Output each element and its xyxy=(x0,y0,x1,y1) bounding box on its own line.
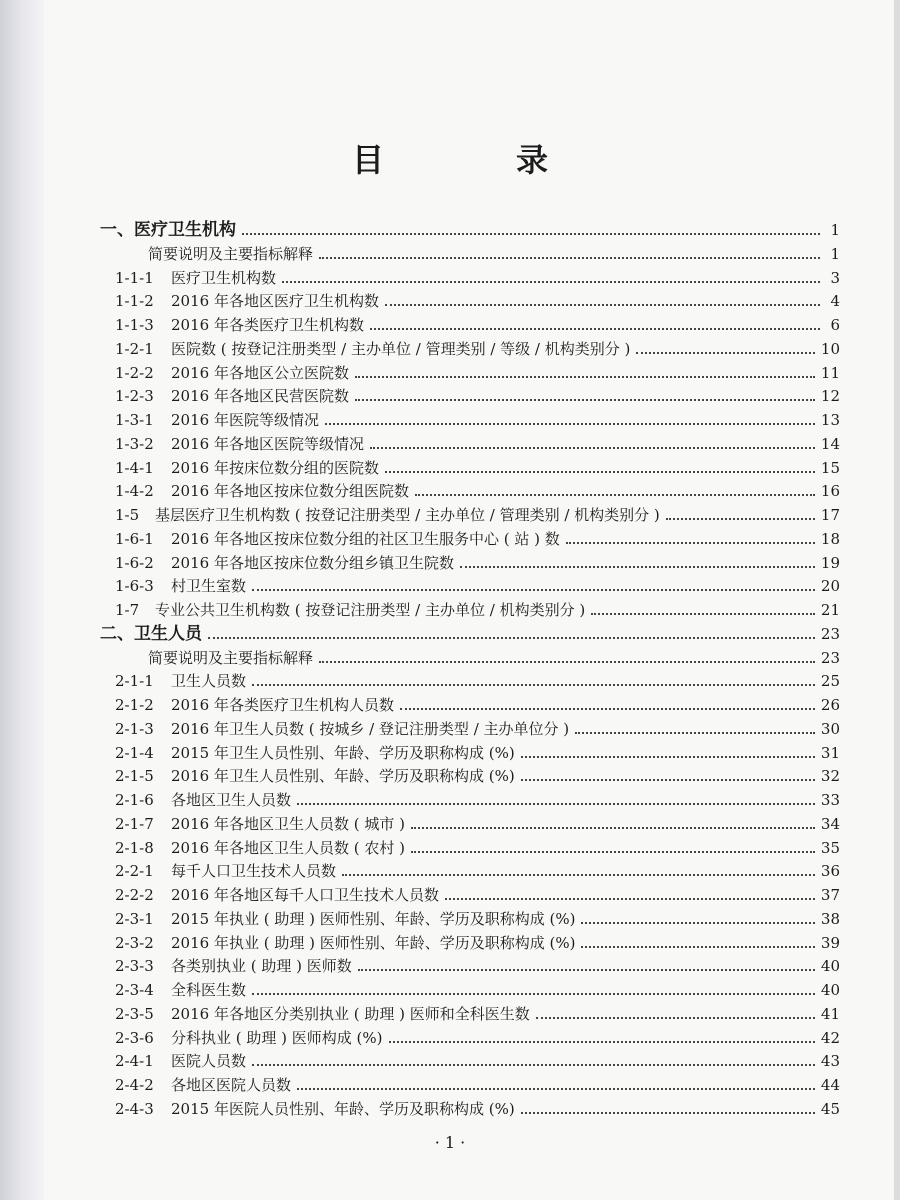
toc-entry-title: 简要说明及主要指标解释 xyxy=(148,244,314,263)
toc-entry xyxy=(115,762,840,786)
toc-entry-title: 各地区卫生人员数 xyxy=(171,791,292,809)
toc-entry-page: 40 xyxy=(820,957,840,976)
toc-entry-title: 医院数 ( 按登记注册类型 / 主办单位 / 管理类别 / 等级 / 机构类别分 ) xyxy=(171,339,631,358)
toc-entry-number: 1-5 xyxy=(115,506,140,524)
dot-leader xyxy=(252,684,815,686)
toc-entry-page: 41 xyxy=(820,1004,840,1023)
toc-entry-number: 1-4-2 xyxy=(115,482,154,501)
dot-leader xyxy=(355,376,815,378)
toc-entry-number: 2-1-4 xyxy=(115,743,154,762)
toc-entry xyxy=(115,810,840,834)
toc-entry-page: 26 xyxy=(820,696,840,714)
toc-entry-title: 2016 年各地区卫生人员数 ( 城市 ) xyxy=(171,814,405,833)
dot-leader xyxy=(242,233,820,235)
toc-entry xyxy=(115,739,840,763)
dot-leader xyxy=(566,542,815,544)
dot-leader xyxy=(297,1088,815,1090)
toc-entry-page: 25 xyxy=(820,672,840,691)
dot-leader xyxy=(252,993,815,995)
dot-leader xyxy=(355,399,815,401)
toc-entry-title: 卫生人员数 xyxy=(171,672,247,691)
toc-entry xyxy=(115,1000,840,1024)
toc-entry-page: 34 xyxy=(820,814,840,833)
toc-entry xyxy=(115,359,840,383)
dot-leader xyxy=(536,1017,815,1019)
toc-entry-number: 1-6-2 xyxy=(115,553,154,572)
toc-entry-page: 23 xyxy=(820,624,840,643)
toc-entry-number: 2-3-2 xyxy=(115,933,154,952)
toc-entry xyxy=(115,1071,840,1095)
toc-entry-title: 2016 年各地区按床位数分组的社区卫生服务中心 ( 站 ) 数 xyxy=(171,529,560,548)
dot-leader xyxy=(581,922,814,924)
toc-entry-number: 2-2-1 xyxy=(115,862,154,881)
toc-entry-title: 二、卫生人员 xyxy=(100,623,202,644)
toc-entry xyxy=(115,976,840,1000)
toc-entry-number: 2-4-1 xyxy=(115,1052,154,1071)
toc-entry xyxy=(115,715,840,739)
dot-leader xyxy=(319,257,820,259)
toc-entry-number: 1-6-1 xyxy=(115,529,154,548)
toc-entry-page: 21 xyxy=(820,601,840,619)
toc-entry xyxy=(115,881,840,905)
toc-section xyxy=(100,620,840,644)
toc-entry-number: 2-1-2 xyxy=(115,696,154,714)
toc-entry xyxy=(115,857,840,881)
dot-leader xyxy=(342,874,815,876)
toc-entry-page: 14 xyxy=(820,434,840,453)
toc-entry-title: 2016 年卫生人员性别、年龄、学历及职称构成 (%) xyxy=(171,767,515,786)
dot-leader xyxy=(445,898,815,900)
dot-leader xyxy=(411,851,815,853)
toc-entry-title: 每千人口卫生技术人员数 xyxy=(171,862,337,881)
toc-entry-title: 2016 年各地区卫生人员数 ( 农村 ) xyxy=(171,838,405,857)
toc-entry-page: 15 xyxy=(820,458,840,477)
page-title: 目 录 xyxy=(351,141,598,179)
toc-entry-title: 2016 年执业 ( 助理 ) 医师性别、年龄、学历及职称构成 (%) xyxy=(171,933,576,952)
toc-entry-title: 专业公共卫生机构数 ( 按登记注册类型 / 主办单位 / 机构类别分 ) xyxy=(155,601,586,619)
toc-entry-title: 2016 年各地区医院等级情况 xyxy=(171,434,364,453)
toc-entry-title: 2016 年各地区按床位数分组乡镇卫生院数 xyxy=(171,553,454,572)
toc-entry-title: 2016 年医院等级情况 xyxy=(171,411,319,429)
toc-entry-title: 简要说明及主要指标解释 xyxy=(148,648,314,667)
toc-entry xyxy=(115,477,840,501)
toc-entry xyxy=(115,905,840,929)
toc-entry-number: 1-4-1 xyxy=(115,458,154,477)
toc-entry-title: 2016 年按床位数分组的医院数 xyxy=(171,458,379,477)
toc-entry-number: 1-7 xyxy=(115,601,140,619)
toc-entry-title: 2015 年卫生人员性别、年龄、学历及职称构成 (%) xyxy=(171,743,515,762)
toc-entry-page: 37 xyxy=(820,886,840,904)
dot-leader xyxy=(411,827,815,829)
toc-entry-page: 33 xyxy=(820,791,840,809)
toc-entry xyxy=(148,240,840,264)
toc-entry-page: 23 xyxy=(820,648,840,667)
toc-entry xyxy=(115,667,840,691)
toc-entry-page: 17 xyxy=(820,506,840,524)
toc-entry-number: 2-1-6 xyxy=(115,791,154,809)
toc-entry-title: 村卫生室数 xyxy=(171,577,247,596)
toc-entry xyxy=(115,1047,840,1071)
toc-entry-number: 1-6-3 xyxy=(115,577,154,596)
toc-entry-page: 38 xyxy=(820,909,840,928)
toc-entry xyxy=(115,691,840,715)
toc-entry xyxy=(115,786,840,810)
toc-entry-page: 42 xyxy=(820,1028,840,1047)
toc-entry-page: 20 xyxy=(820,577,840,596)
toc-entry-title: 2015 年医院人员性别、年龄、学历及职称构成 (%) xyxy=(171,1099,515,1118)
toc-entry xyxy=(115,406,840,430)
toc-entry-title: 2016 年各地区民营医院数 xyxy=(171,387,349,406)
toc-entry-page: 12 xyxy=(820,387,840,406)
toc-entry xyxy=(115,834,840,858)
toc-entry-title: 2016 年各类医疗卫生机构人员数 xyxy=(171,696,394,714)
toc-entry-page: 45 xyxy=(820,1099,840,1118)
toc-entry-page: 43 xyxy=(820,1052,840,1071)
toc-entry-number: 2-1-5 xyxy=(115,767,154,786)
dot-leader xyxy=(575,732,815,734)
toc-entry-number: 1-1-2 xyxy=(115,292,154,311)
toc-entry-number: 1-2-1 xyxy=(115,339,154,358)
toc-entry-number: 1-1-1 xyxy=(115,268,154,287)
dot-leader xyxy=(385,471,815,473)
toc-entry xyxy=(115,1095,840,1119)
toc-entry-title: 全科医生数 xyxy=(171,981,247,999)
toc-entry-page: 35 xyxy=(820,838,840,857)
toc-entry xyxy=(115,335,840,359)
page-number: · 1 · xyxy=(434,1133,466,1152)
toc-entry-number: 2-4-2 xyxy=(115,1076,154,1094)
toc-entry-number: 1-1-3 xyxy=(115,316,154,334)
dot-leader xyxy=(591,613,815,615)
dot-leader xyxy=(208,637,815,639)
toc-entry xyxy=(115,264,840,288)
toc-entry xyxy=(115,287,840,311)
toc-entry-title: 一、医疗卫生机构 xyxy=(100,220,236,240)
dot-leader xyxy=(370,328,820,330)
toc-entry-title: 医疗卫生机构数 xyxy=(171,268,277,287)
toc-entry-title: 2016 年各地区医疗卫生机构数 xyxy=(171,292,379,311)
toc-entry xyxy=(115,501,840,525)
dot-leader xyxy=(460,566,815,568)
toc-entry-page: 18 xyxy=(820,529,840,548)
toc-entry-page: 13 xyxy=(820,411,840,429)
dot-leader xyxy=(385,304,820,306)
dot-leader xyxy=(282,281,820,283)
toc-entry-page: 19 xyxy=(820,553,840,572)
toc-entry xyxy=(115,382,840,406)
dot-leader xyxy=(521,779,815,781)
dot-leader xyxy=(370,447,815,449)
toc-entry xyxy=(115,311,840,335)
toc-entry-page: 16 xyxy=(820,482,840,501)
toc-entry-page: 39 xyxy=(820,933,840,952)
toc-entry-number: 2-1-8 xyxy=(115,838,154,857)
toc-entry-title: 各地区医院人员数 xyxy=(171,1076,292,1094)
toc-entry xyxy=(115,952,840,976)
toc-section xyxy=(100,216,840,240)
dot-leader xyxy=(252,1064,815,1066)
dot-leader xyxy=(325,423,815,425)
toc-entry-number: 1-2-2 xyxy=(115,363,154,382)
toc-entry-title: 2016 年各地区分类别执业 ( 助理 ) 医师和全科医生数 xyxy=(171,1004,530,1023)
toc-entry-title: 基层医疗卫生机构数 ( 按登记注册类型 / 主办单位 / 管理类别 / 机构类别分 ) xyxy=(155,506,660,524)
dot-leader xyxy=(636,352,815,354)
toc-entry-title: 2016 年卫生人员数 ( 按城乡 / 登记注册类型 / 主办单位分 ) xyxy=(171,719,570,738)
toc-entry-number: 2-3-3 xyxy=(115,957,154,976)
toc-entry-page: 40 xyxy=(820,981,840,999)
toc-entry-page: 4 xyxy=(830,292,840,311)
dot-leader xyxy=(581,946,814,948)
toc-entry-page: 1 xyxy=(830,221,840,239)
toc-entry xyxy=(115,549,840,573)
dot-leader xyxy=(389,1041,815,1043)
toc-entry-title: 2015 年执业 ( 助理 ) 医师性别、年龄、学历及职称构成 (%) xyxy=(171,909,576,928)
toc-entry-number: 2-3-6 xyxy=(115,1028,154,1047)
toc-entry xyxy=(115,454,840,478)
dot-leader xyxy=(358,969,815,971)
toc-entry-page: 44 xyxy=(820,1076,840,1094)
toc-entry-page: 11 xyxy=(820,363,840,382)
toc-entry-title: 医院人员数 xyxy=(171,1052,247,1071)
dot-leader xyxy=(415,494,815,496)
toc-entry-page: 3 xyxy=(830,268,840,287)
toc-entry-page: 1 xyxy=(830,244,840,263)
toc-entry-page: 10 xyxy=(820,339,840,358)
toc-entry-title: 2016 年各类医疗卫生机构数 xyxy=(171,316,364,334)
toc-entry-title: 分科执业 ( 助理 ) 医师构成 (%) xyxy=(171,1028,383,1047)
dot-leader xyxy=(252,589,815,591)
toc-entry xyxy=(115,929,840,953)
toc-entry-number: 2-4-3 xyxy=(115,1099,154,1118)
toc-entry-page: 31 xyxy=(820,743,840,762)
toc-entry xyxy=(115,1024,840,1048)
dot-leader xyxy=(521,756,815,758)
toc-entry-number: 2-3-1 xyxy=(115,909,154,928)
toc-entry-number: 1-3-2 xyxy=(115,434,154,453)
toc-entry-number: 2-3-4 xyxy=(115,981,154,999)
toc-entry xyxy=(148,644,840,668)
dot-leader xyxy=(521,1112,815,1114)
dot-leader xyxy=(319,661,815,663)
toc-entry-number: 2-1-7 xyxy=(115,814,154,833)
toc-entry-number: 2-2-2 xyxy=(115,886,154,904)
toc-entry-number: 2-1-1 xyxy=(115,672,154,691)
toc-entry xyxy=(115,525,840,549)
toc-entry-number: 1-2-3 xyxy=(115,387,154,406)
toc-entry-number: 2-3-5 xyxy=(115,1004,154,1023)
toc-entry-page: 32 xyxy=(820,767,840,786)
dot-leader xyxy=(297,803,815,805)
dot-leader xyxy=(400,708,815,710)
toc-entry-number: 1-3-1 xyxy=(115,411,154,429)
toc-entry-title: 2016 年各地区每千人口卫生技术人员数 xyxy=(171,886,439,904)
toc-entry xyxy=(115,572,840,596)
toc-entry-title: 2016 年各地区公立医院数 xyxy=(171,363,349,382)
toc-entry-page: 36 xyxy=(820,862,840,881)
toc-entry-title: 各类别执业 ( 助理 ) 医师数 xyxy=(171,957,352,976)
toc-entry xyxy=(115,430,840,454)
toc-entry-page: 6 xyxy=(830,316,840,334)
toc-entry xyxy=(115,596,840,620)
toc-entry-title: 2016 年各地区按床位数分组医院数 xyxy=(171,482,409,501)
dot-leader xyxy=(666,518,815,520)
toc-entry-number: 2-1-3 xyxy=(115,719,154,738)
toc-entry-page: 30 xyxy=(820,719,840,738)
